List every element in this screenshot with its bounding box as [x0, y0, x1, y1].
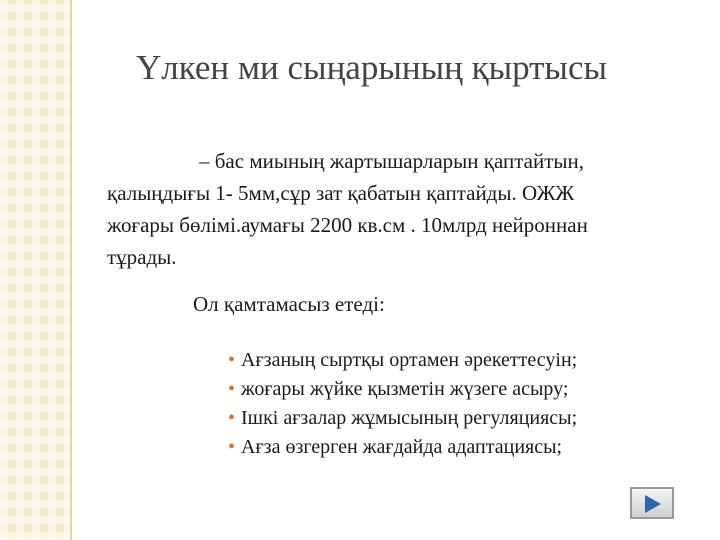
paragraph-line: жоғары бөлімі.аумағы 2200 кв.см . 10млрд нейроннан — [107, 213, 588, 237]
paragraph-line: қалыңдығы 1- 5мм,сұр зат қабатын қаптайды. ОЖЖ — [107, 181, 575, 205]
bullet-icon: • — [228, 436, 236, 458]
play-triangle-icon — [645, 495, 661, 513]
list-item — [228, 375, 698, 404]
description-paragraph — [107, 145, 692, 273]
bullet-icon: • — [228, 349, 236, 371]
bullet-icon: • — [228, 407, 236, 429]
list-item — [228, 346, 698, 375]
list-item-text: Ағза өзгерген жағдайда адаптациясы; — [241, 436, 563, 458]
provides-heading: Ол қамтамасыз етеді: — [193, 292, 385, 316]
slide-title: Үлкен ми сыңарының қыртысы — [136, 48, 607, 87]
list-item — [228, 404, 698, 433]
side-band-edge — [70, 0, 72, 540]
list-item-text: Ішкі ағзалар жұмысының регуляциясы; — [241, 407, 578, 429]
bullet-icon: • — [228, 378, 236, 400]
list-item-text: Ағзаның сыртқы ортамен әрекеттесуін; — [241, 349, 578, 371]
paragraph-line: тұрады. — [107, 245, 177, 269]
list-item — [228, 433, 698, 462]
next-slide-button[interactable] — [630, 487, 674, 519]
paragraph-line: – бас миының жартышарларын қаптайтын, — [199, 149, 585, 173]
decorative-side-band — [0, 0, 72, 540]
list-item-text: жоғары жүйке қызметін жүзеге асыру; — [241, 378, 569, 400]
function-list — [228, 346, 698, 462]
